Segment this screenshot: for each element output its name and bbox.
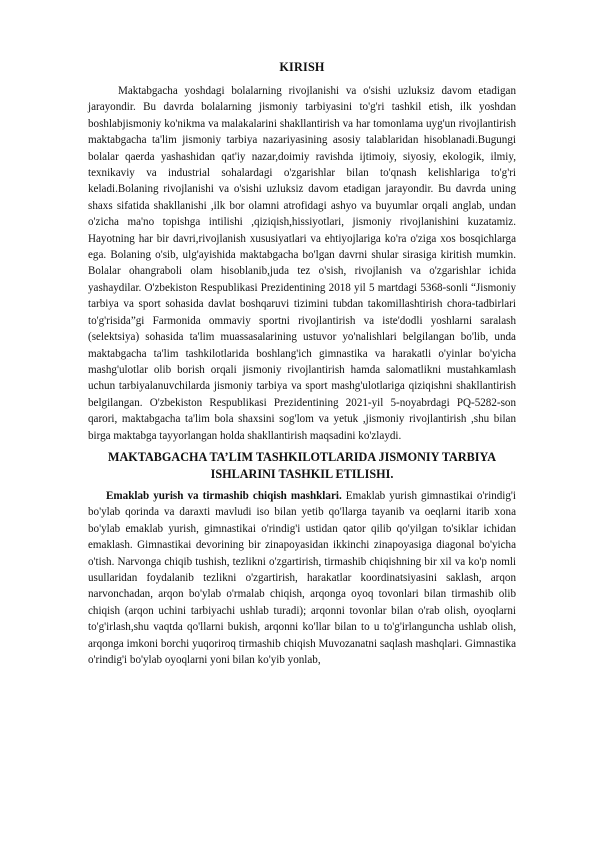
section-paragraph-text: Emaklab yurish gimnastikai o'rindig'i bo'ylab qorinda va daraxti mavludi iso bilan yetib qo'llarga tayanib va oeqlarni itarib xona bo'ylab emaklab yurish, gimnastikai o'rindig'i ustidan qator qilib qo'yilgan to'siklar ichidan emaklash. Gimnastikai devorining bir zinapoyasidan ikkinchi zinapoyasiga diagonal bo'yicha o'tish. Narvonga chiqib tushish, tezlikni o'zgartirish, tirmashib chiqishning bir xil va ko'p nomli usullaridan foydalanib tezlikni o'zgartirish, harakatlar koordinatsiyasini saklash, arqon narvonchadan, arqon bo'ylab o'rmalab chiqish, arqonga oyoq tovonlari bilan tirmashib olib chiqish (arqon uchini tarbiyachi ushlab turadi); arqonni tovonlar bilan o'rab olish, oyoqlarni to'g'irlash,shu vaqtda qo'llarni bukish, arqonni ko'llar bilan to u to'g'irlanguncha ushlab olish, arqonga imkoni borchi yuqoriroq tirmashib chiqish Muvozanatni saqlash mashqlari. Gimnastika o'rindig'i bo'ylab oyoqlarni yoni bilan ko'yib yonlab,: [88, 489, 516, 666]
intro-paragraph: Maktabgacha yoshdagi bolalarning rivojlanishi va o'sishi uzluksiz davom etadigan jarayondir. Bu davrda bolalarning jismoniy tarbiyasini to'g'ri tashkil etish, ilk yoshdan boshlabjismoniy ko'nikma va malakalarini shakllantirish va har tomonlama uyg'un rivojlantirish maktabgacha ta'lim jismoniy tarbiya nazariyasining asosiy talablaridan hisoblanadi.Bugungi bolalar qaerda yashashidan qat'iy nazar,doimiy ravishda ijtimoiy, siyosiy, ekologik, ilmiy, texnikaviy va industrial sohalardagi o'zgarishlar bilan to'qnash kelishlariga to'g'ri keladi.Bolaning rivojlanishi va o'sishi uzluksiz davom etadigan jarayondir. Bu davrda uning shaxs sifatida shakllanishi ,ilk bor olamni atrofidagi ashyo va buyumlar orqali anglab, undan o'zicha ma'no topishga intilishi ,qiziqish,hissiyotlari, jismoniy rivojlanishini kuzatamiz. Hayotning har bir davri,rivojlanish xususiyatlari va ehtiyojlariga ko'ra o'ziga xos bosqichlarga ega. Bolaning o'sib, ulg'ayishida maktabgacha bo'lgan davrni shular sirasiga kiritish mumkin. Bolalar ohangraboli olam hisoblanib,juda tez o'sish, rivojlanish va o'zgarishlar ichida yashaydilar. O'zbekiston Respublikasi Prezidentining 2018 yil 5 martdagi 5368-sonli “Jismoniy tarbiya va sport sohasida davlat boshqaruvi tizimini tubdan takomillashtirish chora-tadbirlari to'g'risida”gi Farmonida ommaviy sportni rivojlantirish va iste'dodli yoshlarni saralash (selektsiya) sohasida ta'lim muassasalarining ustuvor yo'nalishlari belgilangan bo'lib, unda maktabgacha ta'lim tashkilotlarida boshlang'ich gimnastika va harakatli o'yinlar bo'yicha mashg'ulotlar olib borish orqali jismoniy rivojlantirish hamda salomatlikni mustahkamlash uchun tarbiyalanuvchilarda jismoniy tarbiya va sport mashg'ulotlariga qiziqishni shakllantirish belgilangan. O'zbekiston Respublikasi Prezidentining 2021-yil 5-noyabrdagi PQ-5282-son qarori, maktabgacha ta'lim bola shaxsini sog'lom va yetuk ,jismoniy rivojlantirish ,shu bilan birga maktabga tayyorlangan holda shakllantirish maqsadini ko'zlaydi.: [88, 85, 516, 442]
document-title: KIRISH: [279, 60, 325, 74]
document-body: [88, 60, 516, 668]
section-heading: MAKTABGACHA TA’LIM TASHKILOTLARIDA JISMONIY TARBIYA ISHLARINI TASHKIL ETILISHI.: [107, 449, 497, 481]
section-paragraph: [88, 488, 516, 668]
section-lead-phrase: Emaklab yurish va tirmashib chiqish mashklari.: [106, 489, 342, 502]
